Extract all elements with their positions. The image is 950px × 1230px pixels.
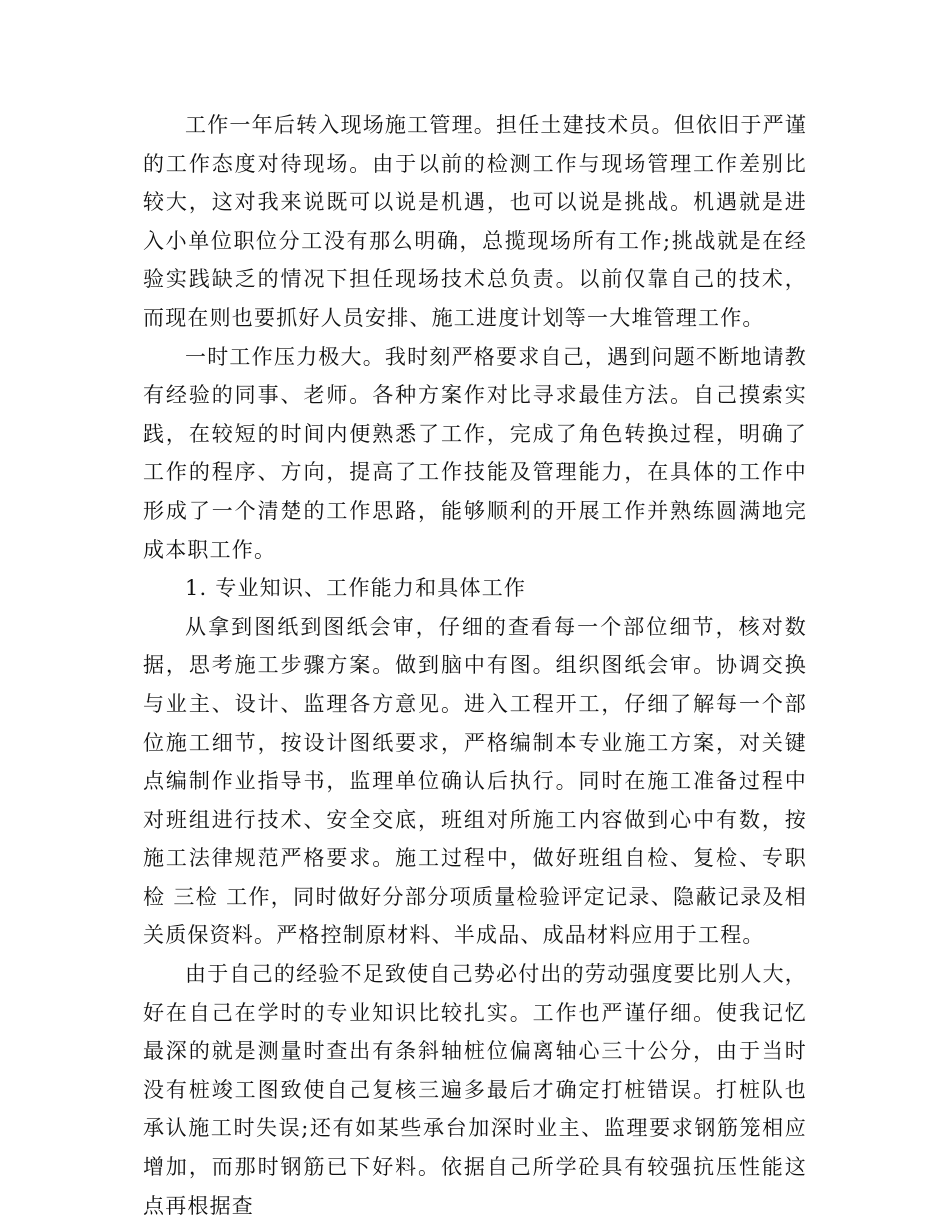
document-body	[143, 106, 807, 1225]
paragraph-experience: 由于自己的经验不足致使自己势必付出的劳动强度要比别人大，好在自己在学时的专业知识比较扎实。工作也严谨仔细。使我记忆最深的就是测量时查出有条斜轴桩位偏离轴心三十公分，由于当时没有桩竣工图致使自己复核三遍多最后才确定打桩错误。打桩队也承认施工时失误;还有如某些承台加深时业主、监理要求钢筋笼相应增加，而那时钢筋已下好料。依据自己所学砼具有较强抗压性能这点再根据查	[143, 962, 807, 1218]
section-heading: 1. 专业知识、工作能力和具体工作	[185, 576, 527, 601]
paragraph-work-pressure: 一时工作压力极大。我时刻严格要求自己，遇到问题不断地请教有经验的同事、老师。各种方案作对比寻求最佳方法。自己摸索实践，在较短的时间内便熟悉了工作，完成了角色转换过程，明确了工作的程序、方向，提高了工作技能及管理能力，在具体的工作中形成了一个清楚的工作思路，能够顺利的开展工作并熟练圆满地完成本职工作。	[143, 344, 807, 562]
paragraph-drawing-review: 从拿到图纸到图纸会审，仔细的查看每一个部位细节，核对数据，思考施工步骤方案。做到脑中有图。组织图纸会审。协调交换与业主、设计、监理各方意见。进入工程开工，仔细了解每一个部位施工细节，按设计图纸要求，严格编制本专业施工方案，对关键点编制作业指导书，监理单位确认后执行。同时在施工准备过程中对班组进行技术、安全交底，班组对所施工内容做到心中有数，按施工法律规范严格要求。施工过程中，做好班组自检、复检、专职检 三检 工作，同时做好分部分项质量检验评定记录、隐蔽记录及相关质保资料。严格控制原材料、半成品、成品材料应用于工程。	[143, 614, 807, 948]
paragraph-site-management: 工作一年后转入现场施工管理。担任土建技术员。但依旧于严谨的工作态度对待现场。由于以前的检测工作与现场管理工作差别比较大，这对我来说既可以说是机遇，也可以说是挑战。机遇就是进入小单位职位分工没有那么明确，总揽现场所有工作;挑战就是在经验实践缺乏的情况下担任现场技术总负责。以前仅靠自己的技术，而现在则也要抓好人员安排、施工进度计划等一大堆管理工作。	[143, 113, 807, 330]
